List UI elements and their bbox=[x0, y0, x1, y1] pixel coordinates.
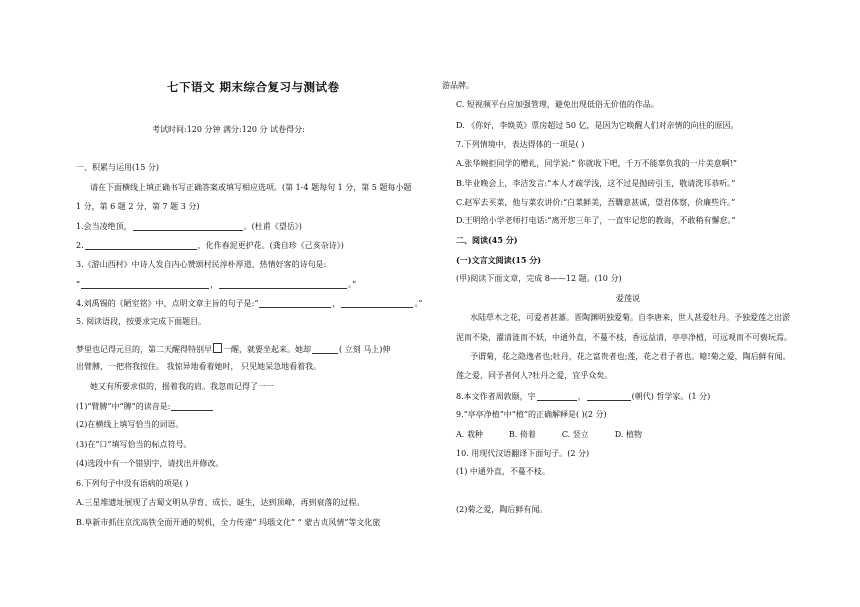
section-2-heading: 二、阅读(45 分) bbox=[456, 235, 518, 245]
instructions-line-2: 1 分，第 6 题 2 分，第 7 题 3 分) bbox=[76, 202, 200, 211]
option-c: C. 竖立 bbox=[561, 430, 589, 439]
passage-line-3: 她又有所要求似的，摇着我的肩。我忽而记得了一一 bbox=[90, 382, 274, 391]
punctuation-box[interactable] bbox=[213, 343, 222, 353]
question-1-source: 。(杜甫《望岳》) bbox=[243, 222, 302, 231]
question-6-option-c: C. 短视频平台应加强管理，避免出现低俗无价值的作品。 bbox=[456, 100, 659, 109]
comma: ， bbox=[210, 280, 219, 289]
answer-blank[interactable] bbox=[219, 280, 347, 289]
question-1 bbox=[76, 222, 302, 231]
question-10-item-1: (1) 中通外直，不蔓不枝。 bbox=[456, 467, 550, 476]
question-7-option-d: D.王明给小学老师打电话:“离开您三年了，一直牢记您的教诲，不敢稍有懈怠。” bbox=[456, 216, 736, 225]
question-8-tail: (朝代) 哲学家。(1 分) bbox=[631, 392, 711, 401]
essay-line-3: 予谓菊，花之隐逸者也;牡丹，花之富贵者也;莲，花之君子者也。噫!菊之爱，陶后鲜有闻。 bbox=[470, 352, 791, 361]
passage-line-1 bbox=[76, 343, 390, 354]
question-2-text: ，化作春泥更护花。(龚自珍《己亥杂诗》) bbox=[197, 241, 344, 250]
answer-blank[interactable] bbox=[259, 299, 331, 308]
question-7: 7.下列情境中，表达得体的一项是( ) bbox=[456, 140, 585, 149]
subsection-heading: (一)文言文阅读(15 分) bbox=[456, 255, 542, 265]
passage-line-2: 出臂膊，一把将我按住。 我惊异地看着她时， 只见她呆急地看着我。 bbox=[76, 362, 322, 371]
sub-question-4: (4)选段中有一个错别字，请找出并修改。 bbox=[76, 459, 224, 468]
passage-text: 梦里也记得元旦的，第二天醒得特别早 bbox=[76, 345, 212, 354]
sub-question-1-text: (1)“臂膊”中“膊”的读音是: bbox=[76, 402, 171, 411]
essay-line-1: 水陆草木之花，可爱者甚蕃。晋陶渊明独爱菊。自李唐来，世人甚爱牡丹。予独爱莲之出淤 bbox=[470, 313, 790, 322]
question-8 bbox=[456, 392, 710, 401]
sub-question-3: (3)在“口”填写恰当的标点符号。 bbox=[76, 440, 192, 449]
exam-title: 七下语文 期末综合复习与测试卷 bbox=[167, 80, 340, 94]
answer-blank[interactable] bbox=[341, 299, 413, 308]
option-a: A. 栽种 bbox=[456, 430, 483, 439]
answer-blank[interactable] bbox=[171, 402, 213, 411]
question-10-item-2: (2)菊之爱，陶后鲜有闻。 bbox=[456, 505, 548, 514]
question-3: 3.《游山西村》中诗人发自内心赞颂村民淳朴厚道、热情好客的诗句是: bbox=[76, 260, 327, 269]
option-b: B. 倚着 bbox=[508, 430, 536, 439]
question-4 bbox=[76, 299, 423, 308]
reading-instructions: (甲)阅读下面文章，完成 8——12 题。(10 分) bbox=[456, 274, 622, 283]
section-1-heading: 一、积累与运用(15 分) bbox=[76, 163, 159, 172]
answer-blank[interactable] bbox=[537, 392, 577, 401]
answer-blank[interactable] bbox=[312, 345, 338, 354]
essay-line-2: 泥而不染，濯清涟而不妖，中通外直，不蔓不枝，香远益清，亭亭净植，可远观而不可亵玩焉。 bbox=[456, 333, 792, 342]
question-5: 5. 阅读语段，按要求完成下面题目。 bbox=[76, 317, 207, 326]
question-2 bbox=[76, 241, 344, 250]
quote-open: “ bbox=[76, 280, 81, 289]
question-7-option-c: C.赵军去买菜，他与菜农讲价:“白菜鲜美，吾購意甚诚，望君体察，价廉些许。” bbox=[456, 198, 736, 207]
question-7-option-a: A.张华婉拒同学的赠礼，同学说:“ 你就收下吧，千万不能辜负我的一片美意啊!” bbox=[456, 159, 737, 168]
question-1-text: 1.会当凌绝顶， bbox=[76, 222, 132, 231]
essay-title: 爱莲说 bbox=[616, 294, 640, 303]
option-d: D. 植物 bbox=[614, 430, 642, 439]
essay-line-4: 莲之爱，同予者何人?牡丹之爱，宜乎众矣。 bbox=[456, 371, 613, 380]
question-9: 9.“亭亭净植”中“植”的正确解释是( )(2 分) bbox=[456, 410, 607, 419]
comma: ， bbox=[577, 392, 586, 401]
exam-meta: 考试时间:120 分钟 满分:120 分 试卷得分: bbox=[152, 125, 305, 134]
question-6-option-b-continued: 游品牌。 bbox=[442, 81, 474, 90]
answer-blank[interactable] bbox=[81, 280, 209, 289]
question-9-options bbox=[456, 431, 668, 439]
passage-choice: ( 立刻 马上)伸 bbox=[339, 345, 391, 354]
answer-blank[interactable] bbox=[133, 222, 243, 231]
comma: ， bbox=[332, 299, 341, 308]
instructions-line-1: 请在下面横线上填正确书写正确答案或填写相应选项。(第 1-4 题每句 1 分，第 5 题每小题 bbox=[90, 183, 412, 192]
passage-text: 一醒，就要坐起来。她却 bbox=[223, 345, 311, 354]
question-10: 10. 用现代汉语翻译下面句子。(2 分) bbox=[456, 449, 590, 458]
question-6-option-a: A.三星堆遗址展现了古蜀文明从孕育、成长、诞生，达到顶峰，再到衰落的过程。 bbox=[76, 498, 365, 507]
sub-question-2: (2)在横线上填写恰当的词语。 bbox=[76, 420, 184, 429]
question-2-number: 2. bbox=[76, 241, 84, 250]
question-6-option-d: D. 《你好，李焕英》票房超过 50 亿，是因为它唤醒人们对亲情的向往的原因。 bbox=[456, 121, 739, 130]
answer-blank[interactable] bbox=[85, 241, 197, 250]
question-6-option-b: B.阜新市抓住京沈高铁全面开通的契机，全力传递“ 玛瑙文化” “ 蒙古贞风情”等文化旅 bbox=[76, 518, 381, 527]
quote-close: 。” bbox=[414, 299, 423, 308]
sub-question-1 bbox=[76, 402, 214, 411]
question-7-option-b: B.毕业晚会上，李洁发言:“本人才疏学浅，这不过是抛砖引玉，敬请洗耳恭听。” bbox=[456, 179, 736, 188]
question-6: 6.下列句子中没有语病的项是( ) bbox=[76, 479, 189, 488]
question-4-text: 4.刘禹锡的《陋室铭》中，点明文章主旨的句子是:“ bbox=[76, 299, 259, 308]
quote-close: 。” bbox=[348, 280, 357, 289]
answer-blank[interactable] bbox=[587, 392, 631, 401]
question-8-text: 8.本文作者周敦颐，字 bbox=[456, 392, 536, 401]
question-3-blanks bbox=[76, 280, 356, 289]
